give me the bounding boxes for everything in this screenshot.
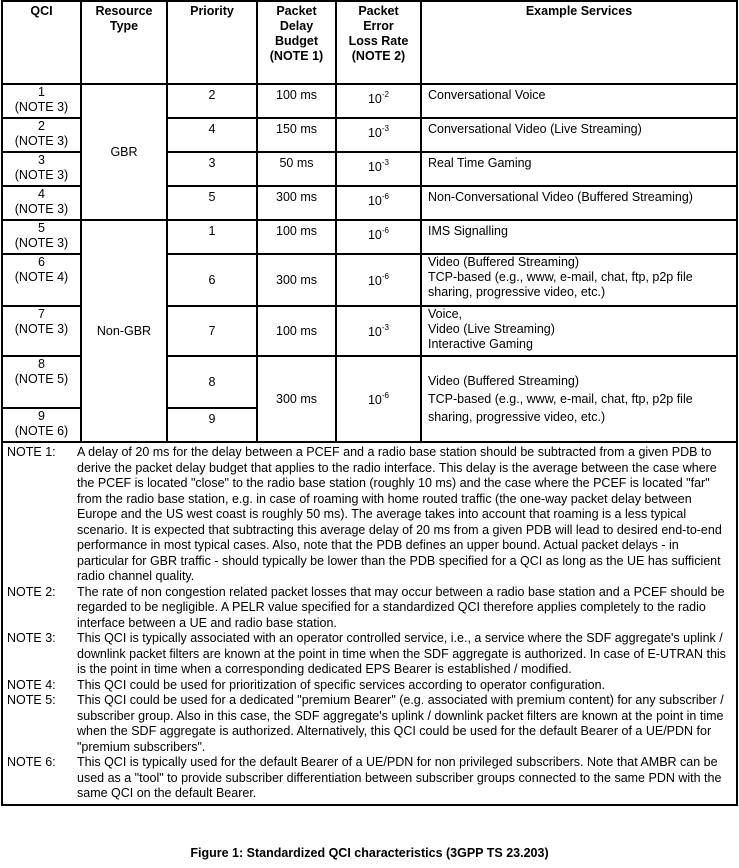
header-qci: QCI bbox=[2, 1, 81, 84]
pelr-exponent: -3 bbox=[381, 124, 390, 133]
priority-cell: 2 bbox=[167, 84, 257, 118]
note-2 bbox=[7, 585, 730, 632]
services-cell bbox=[421, 186, 737, 220]
priority-cell: 5 bbox=[167, 186, 257, 220]
services-cell bbox=[421, 118, 737, 152]
pelr-base: 10 bbox=[367, 228, 382, 243]
qci-value: 8 bbox=[38, 357, 45, 371]
services-cell bbox=[421, 306, 737, 356]
delay-budget-cell: 300 ms bbox=[257, 186, 336, 220]
service-line: Voice, bbox=[428, 307, 463, 321]
note-text: This QCI is typically associated with an operator controlled service, i.e., a service where the SDF aggregate's uplink / downlink packet filters are known at the point in time when the SDF aggregate is authorized. In case of E-UTRAN this is the point in time when a corresponding dedicated EPS Bearer is established / modified. bbox=[77, 631, 726, 676]
service-line: Conversational Video (Live Streaming) bbox=[428, 122, 642, 136]
qci-cell bbox=[2, 356, 81, 408]
delay-budget-cell: 100 ms bbox=[257, 306, 336, 356]
note-label: NOTE 3: bbox=[7, 631, 56, 645]
note-3 bbox=[7, 631, 730, 678]
service-line: Video (Live Streaming) bbox=[428, 322, 555, 336]
qci-cell bbox=[2, 118, 81, 152]
services-cell bbox=[421, 220, 737, 254]
service-line: IMS Signalling bbox=[428, 224, 508, 238]
note-label: NOTE 1: bbox=[7, 445, 56, 459]
note-label: NOTE 5: bbox=[7, 693, 56, 707]
note-text: This QCI is typically used for the default Bearer of a UE/PDN for non privileged subscribers. Note that AMBR can be used as a "tool" to provide subscriber differentiation between subscriber groups connected to the same PDN with the same QCI on the default Bearer. bbox=[77, 755, 722, 800]
notes-cell bbox=[2, 442, 737, 805]
delay-budget-cell: 300 ms bbox=[257, 356, 336, 442]
qci-cell bbox=[2, 152, 81, 186]
qci-note: (NOTE 5) bbox=[14, 372, 69, 386]
figure-caption: Figure 1: Standardized QCI characteristics (3GPP TS 23.203) bbox=[190, 846, 549, 860]
note-5 bbox=[7, 693, 730, 755]
pelr-base: 10 bbox=[367, 160, 382, 175]
priority-cell: 1 bbox=[167, 220, 257, 254]
pelr-exponent: -6 bbox=[381, 192, 390, 201]
service-line: TCP-based (e.g., www, e-mail, chat, ftp, p2p file sharing, progressive video, etc.) bbox=[428, 270, 693, 299]
qci-value: 4 bbox=[38, 187, 45, 201]
qci-value: 2 bbox=[38, 119, 45, 133]
qci-table bbox=[1, 0, 738, 806]
header-priority: Priority bbox=[167, 1, 257, 84]
resource-type-cell: Non-GBR bbox=[81, 220, 167, 442]
note-4 bbox=[7, 678, 730, 694]
qci-note: (NOTE 4) bbox=[14, 270, 69, 284]
note-6 bbox=[7, 755, 730, 802]
priority-cell: 4 bbox=[167, 118, 257, 152]
error-loss-cell bbox=[336, 306, 421, 356]
delay-budget-cell: 300 ms bbox=[257, 254, 336, 306]
pelr-base: 10 bbox=[367, 126, 382, 141]
qci-note: (NOTE 3) bbox=[14, 168, 69, 182]
pelr-base: 10 bbox=[367, 393, 382, 408]
services-cell bbox=[421, 356, 737, 442]
pelr-exponent: -6 bbox=[381, 391, 390, 401]
delay-budget-cell: 50 ms bbox=[257, 152, 336, 186]
services-cell bbox=[421, 152, 737, 186]
error-loss-cell bbox=[336, 356, 421, 442]
qci-note: (NOTE 6) bbox=[14, 424, 69, 438]
qci-value: 7 bbox=[38, 307, 45, 321]
priority-cell: 9 bbox=[167, 408, 257, 442]
service-line: Non-Conversational Video (Buffered Streaming) bbox=[428, 190, 693, 204]
qci-note: (NOTE 3) bbox=[14, 134, 69, 148]
header-example-services: Example Services bbox=[421, 1, 737, 84]
pelr-exponent: -2 bbox=[381, 90, 390, 99]
note-text: The rate of non congestion related packet losses that may occur between a radio base station and a PCEF should be regarded to be negligible. A PELR value specified for a standardized QCI therefore applies completely to the radio interface between a UE and radio base station. bbox=[77, 584, 725, 630]
note-text: A delay of 20 ms for the delay between a PCEF and a radio base station should be subtracted from a given PDB to derive the packet delay budget that applies to the radio interface. This delay is the average between the case where the PCEF is located "close" to the radio base station (roughly 10 ms) and the case where the PCEF is located "far" from the radio base station, e.g. in case of roaming with home routed traffic (the one-way packet delay between Europe and the US west coast is roughly 50 ms). The average takes into account that roaming is a less typical scenario. It is expected that subtracting this average delay of 20 ms from a given PDB will lead to desired end-to-end performance in most typical cases. Also, note that the PDB defines an upper bound. Actual packet delays - in particular for GBR traffic - should typically be lower than the PDB specified for a QCI as long as the UE has sufficient radio channel quality. bbox=[77, 445, 722, 583]
error-loss-cell bbox=[336, 84, 421, 118]
table-row bbox=[2, 84, 737, 118]
qci-value: 6 bbox=[38, 255, 45, 269]
delay-budget-cell: 100 ms bbox=[257, 220, 336, 254]
service-line: Real Time Gaming bbox=[428, 156, 532, 170]
services-cell bbox=[421, 254, 737, 306]
service-line: TCP-based (e.g., www, e-mail, chat, ftp, p2p file sharing, progressive video, etc.) bbox=[428, 392, 693, 424]
priority-cell: 8 bbox=[167, 356, 257, 408]
error-loss-cell bbox=[336, 254, 421, 306]
qci-value: 1 bbox=[38, 85, 45, 99]
qci-value: 3 bbox=[38, 153, 45, 167]
service-line: Video (Buffered Streaming) bbox=[428, 374, 580, 388]
qci-cell bbox=[2, 220, 81, 254]
pelr-base: 10 bbox=[367, 92, 382, 107]
document bbox=[1, 0, 736, 806]
qci-note: (NOTE 3) bbox=[14, 202, 69, 216]
pelr-base: 10 bbox=[367, 325, 382, 340]
header-error-loss-rate: Packet Error Loss Rate (NOTE 2) bbox=[336, 1, 421, 84]
qci-value: 5 bbox=[38, 221, 45, 235]
qci-note: (NOTE 3) bbox=[14, 322, 69, 336]
resource-type-cell: GBR bbox=[81, 84, 167, 220]
error-loss-cell bbox=[336, 118, 421, 152]
service-line: Conversational Voice bbox=[428, 88, 546, 102]
qci-note: (NOTE 3) bbox=[14, 100, 69, 114]
pelr-exponent: -3 bbox=[381, 158, 390, 167]
table-row bbox=[2, 220, 737, 254]
pelr-base: 10 bbox=[367, 194, 382, 209]
pelr-exponent: -6 bbox=[381, 272, 390, 282]
qci-cell bbox=[2, 186, 81, 220]
note-label: NOTE 4: bbox=[7, 677, 56, 692]
service-line: Interactive Gaming bbox=[428, 337, 533, 351]
priority-cell: 6 bbox=[167, 254, 257, 306]
qci-cell bbox=[2, 306, 81, 356]
note-label: NOTE 2: bbox=[7, 584, 56, 599]
error-loss-cell bbox=[336, 186, 421, 220]
header-row bbox=[2, 1, 737, 84]
priority-cell: 7 bbox=[167, 306, 257, 356]
note-1 bbox=[7, 445, 730, 585]
pelr-base: 10 bbox=[367, 274, 382, 289]
note-text: This QCI could be used for prioritization of specific services according to operator configuration. bbox=[77, 677, 606, 692]
header-resource-type: Resource Type bbox=[81, 1, 167, 84]
qci-value: 9 bbox=[38, 409, 45, 423]
pelr-exponent: -3 bbox=[381, 323, 390, 333]
note-text: This QCI could be used for a dedicated "premium Bearer" (e.g. associated with premium content) for any subscriber / subscriber group. Also in this case, the SDF aggregate's uplink / downlink packet filters are known at the point in time when the SDF aggregate is authorized. Alternatively, this QCI could be used for the default Bearer of a UE/PDN for "premium subscribers". bbox=[77, 693, 724, 754]
note-label: NOTE 6: bbox=[7, 755, 56, 769]
service-line: Video (Buffered Streaming) bbox=[428, 255, 580, 269]
header-delay-budget: Packet Delay Budget (NOTE 1) bbox=[257, 1, 336, 84]
pelr-exponent: -6 bbox=[381, 226, 390, 235]
priority-cell: 3 bbox=[167, 152, 257, 186]
qci-cell bbox=[2, 254, 81, 306]
error-loss-cell bbox=[336, 152, 421, 186]
qci-note: (NOTE 3) bbox=[14, 236, 69, 250]
services-cell bbox=[421, 84, 737, 118]
error-loss-cell bbox=[336, 220, 421, 254]
delay-budget-cell: 100 ms bbox=[257, 84, 336, 118]
qci-cell bbox=[2, 84, 81, 118]
qci-cell bbox=[2, 408, 81, 442]
delay-budget-cell: 150 ms bbox=[257, 118, 336, 152]
notes-row bbox=[2, 442, 737, 805]
